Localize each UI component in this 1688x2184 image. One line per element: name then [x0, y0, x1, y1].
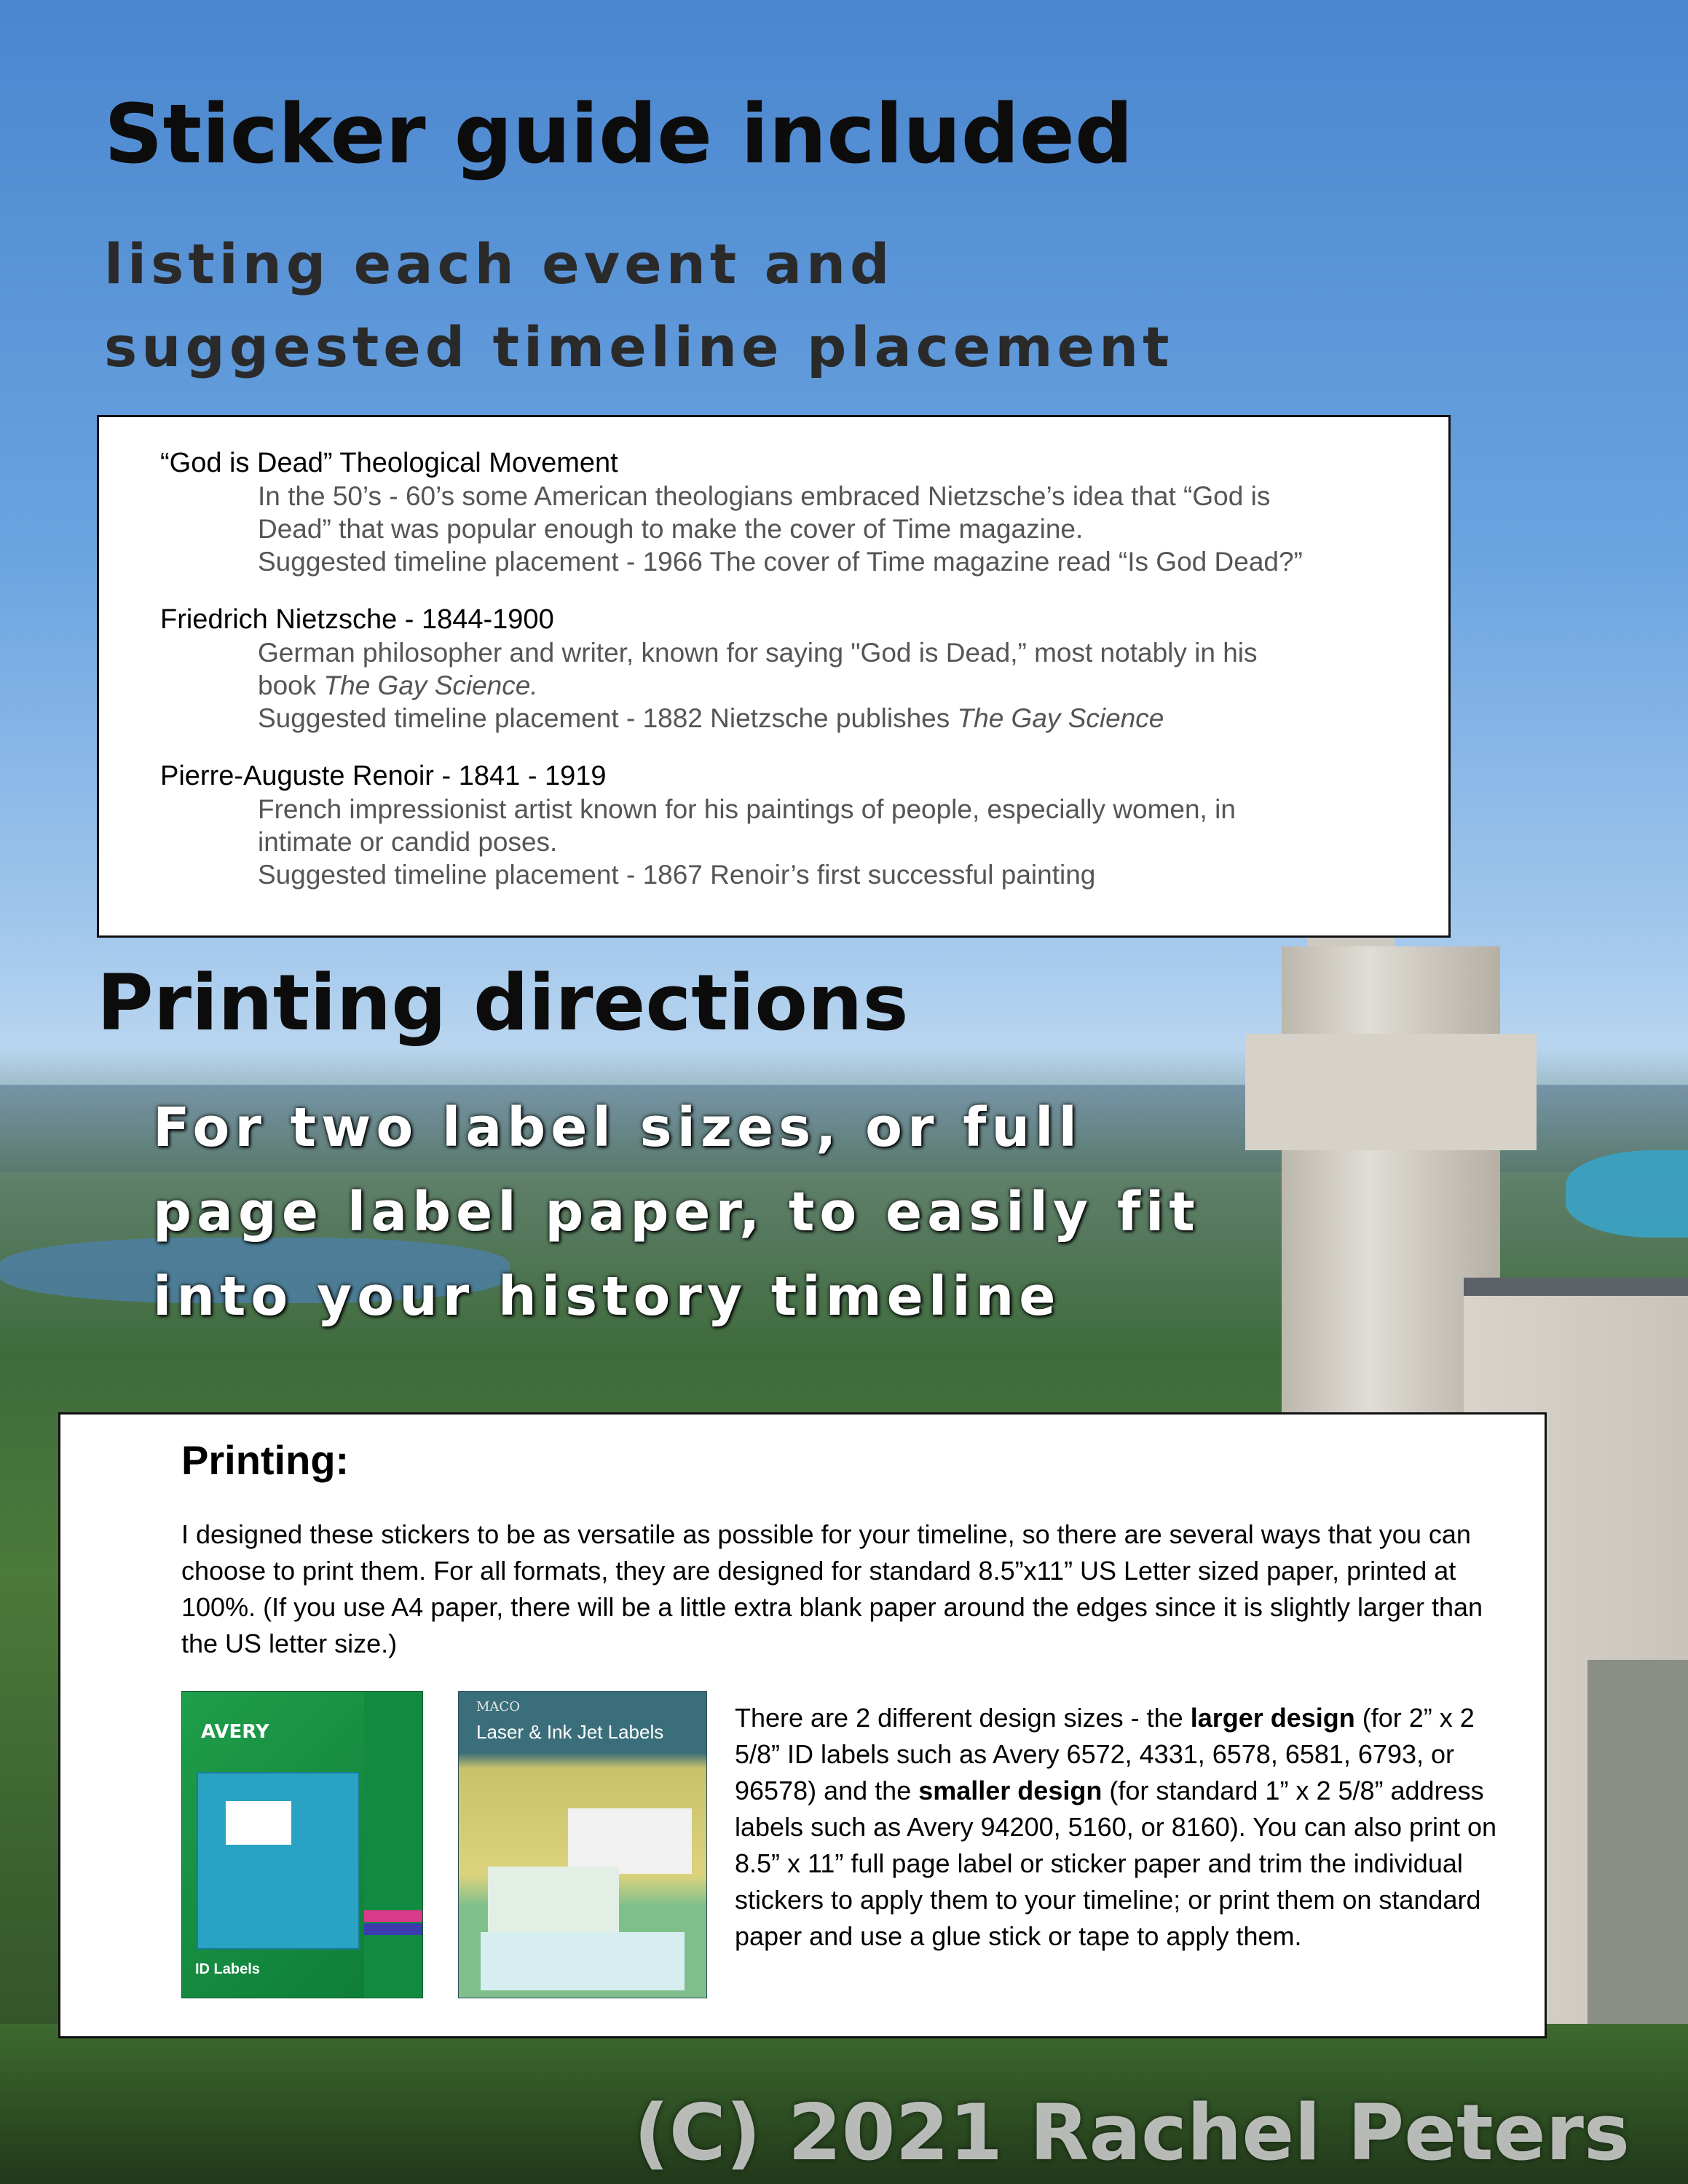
package-strip: [364, 1692, 422, 1998]
entry-description: [258, 636, 1448, 735]
sticker-guide-box: [97, 415, 1451, 938]
entry-desc-line: Dead” that was popular enough to make the cover of Time magazine.: [258, 514, 1084, 544]
package-box-art: [197, 1772, 360, 1950]
maco-labels-image: [458, 1691, 707, 1998]
package-label-art: [226, 1801, 291, 1845]
label-box-art: [481, 1932, 685, 1990]
avery-id-labels-image: [181, 1691, 423, 1998]
entry-placement: [258, 702, 1448, 735]
entry-placement: Suggested timeline placement - 1867 Renoir’s first successful painting: [258, 860, 1096, 890]
entry-title: Friedrich Nietzsche - 1844-1900: [160, 604, 554, 635]
entry-desc-line: French impressionist artist known for his paintings of people, especially women, in: [258, 794, 1236, 824]
entry-title: Pierre-Auguste Renoir - 1841 - 1919: [160, 761, 607, 791]
castle-tower-top: [1245, 1034, 1537, 1150]
package-band: [364, 1923, 422, 1935]
book-title: The Gay Science.: [323, 670, 538, 700]
larger-design-label: larger design: [1190, 1703, 1355, 1733]
directions-line-2: page label paper, to easily fit: [153, 1181, 1200, 1243]
entry-desc-line: In the 50’s - 60’s some American theologians embraced Nietzsche’s idea that “God is: [258, 481, 1271, 511]
entry-description: [258, 480, 1448, 578]
entry-desc-line: intimate or candid poses.: [258, 827, 558, 857]
entry-desc-line: German philosopher and writer, known for saying "God is Dead,” most notably in his: [258, 638, 1258, 668]
background-lake-right: [1566, 1150, 1688, 1238]
label-sheet-art: [568, 1808, 692, 1874]
printing-paragraph: I designed these stickers to be as versatile as possible for your timeline, so there are several ways that you can choose to print them. For all formats, they are designed for standard 8.5”x11” US Letter sized paper, printed at 100%. (If you use A4 paper, there will be a little extra blank paper around the edges since it is slightly larger than the US letter size.): [181, 1519, 1483, 1658]
directions-line-1: For two label sizes, or full: [153, 1096, 1082, 1159]
entry-placement: Suggested timeline placement - 1966 The cover of Time magazine read “Is God Dead?”: [258, 547, 1303, 577]
maco-product-name: Laser & Ink Jet Labels: [476, 1721, 664, 1743]
package-band: [364, 1910, 422, 1922]
smaller-design-label: smaller design: [918, 1776, 1103, 1805]
guide-entry: [160, 759, 1448, 891]
guide-entry: [160, 603, 1448, 735]
entry-desc-line: [258, 669, 1448, 702]
avery-logo: AVERY: [201, 1721, 269, 1743]
para-text: There are 2 different design sizes - the: [735, 1703, 1191, 1733]
entry-placement-text: Suggested timeline placement - 1882 Nietzsche publishes: [258, 703, 958, 733]
label-sheet-art: [488, 1867, 619, 1932]
design-sizes-paragraph: [735, 1700, 1499, 1955]
entry-description: [258, 793, 1448, 891]
printing-directions-title: Printing directions: [97, 958, 909, 1048]
avery-product-name: ID Labels: [195, 1961, 260, 1977]
printing-box: [58, 1412, 1547, 2038]
printing-title: Printing:: [181, 1437, 350, 1483]
para-text: (for standard 1” x 2 5/8” address labels such as Avery 94200, 5160, or 8160). You can also print on 8.5” x 11” full page label or sticker paper and trim the individual stickers to apply them to your timeline; or print them on standard paper and use a glue stick or tape to apply them.: [735, 1776, 1497, 1951]
book-title: The Gay Science: [957, 703, 1164, 733]
page-title: Sticker guide included: [104, 87, 1134, 182]
entry-desc-text: book: [258, 670, 324, 700]
para-text: (for 2” x 2 5/8” ID labels such as Avery 6572, 4331, 6578, 6581, 6793, or 96578) and the: [735, 1703, 1475, 1805]
subtitle-line-1: listing each event and: [104, 232, 894, 296]
copyright-watermark: (C) 2021 Rachel Peters: [634, 2088, 1630, 2177]
guide-entry: [160, 446, 1448, 578]
directions-line-3: into your history timeline: [153, 1265, 1061, 1328]
entry-title: “God is Dead” Theological Movement: [160, 448, 618, 478]
maco-logo: MACO: [476, 1699, 520, 1714]
subtitle-line-2: suggested timeline placement: [104, 314, 1174, 379]
